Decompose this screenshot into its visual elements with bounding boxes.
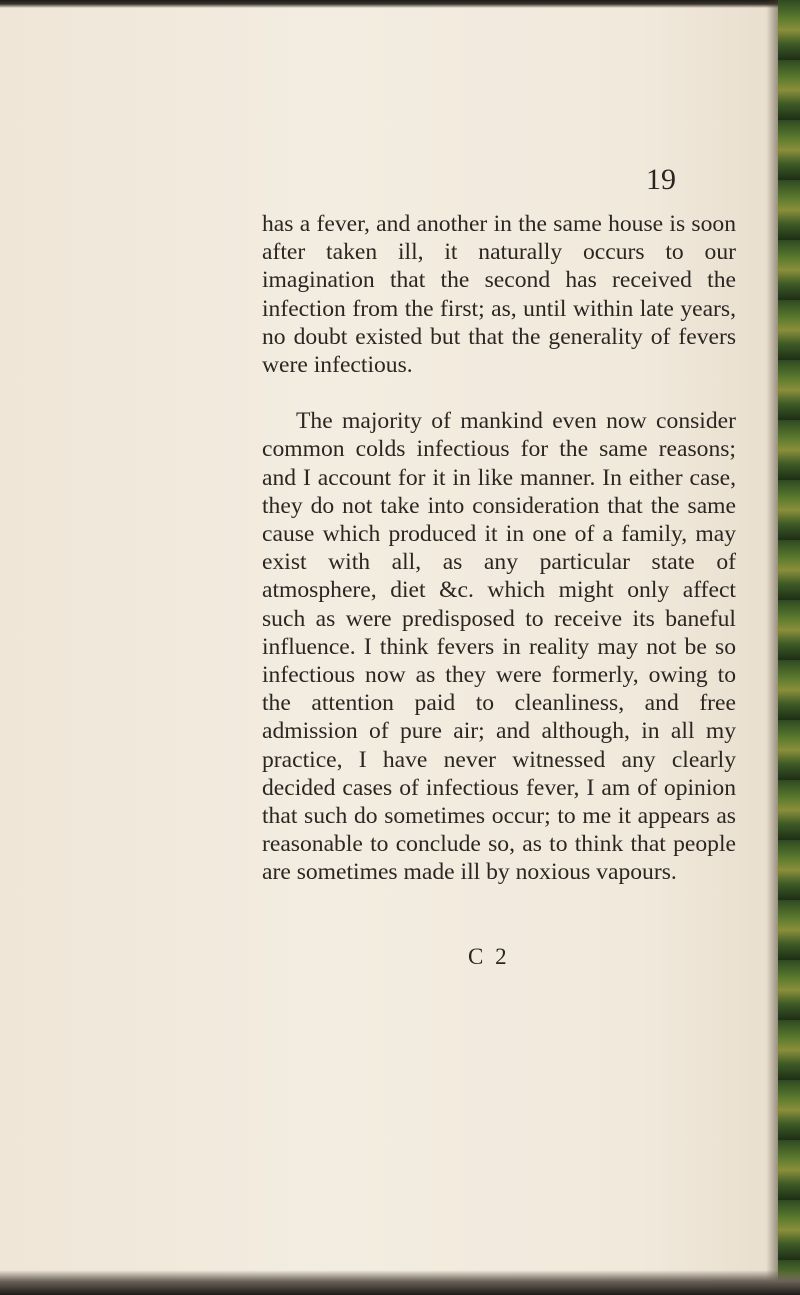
page-top-edge — [0, 0, 800, 8]
book-spine — [778, 0, 800, 1295]
signature-mark: C 2 — [468, 944, 510, 969]
paragraph-2: The majority of mankind even now consider common colds infectious for the same reasons; and I account for it in like manner. In either case, they do not take into consideration that the same cause which produced it in one of a family, may exist with all, as any particular state of atmosphere, diet &c. which might only affect such as were predisposed to receive its baneful influence. I think fevers in reality may not be so infectious now as they were formerly, owing to the attention paid to cleanliness, and free admission of pure air; and although, in all my practice, I have never witnessed any clearly decided cases of infectious fever, I am of opinion that such do sometimes occur; to me it appears as reasonable to conclude so, as to think that people are sometimes made ill by noxious vapours. — [262, 408, 736, 886]
page-bottom-edge — [0, 1270, 800, 1295]
page-body-text — [262, 210, 736, 887]
page-number: 19 — [646, 163, 676, 196]
paragraph-1: has a fever, and another in the same house is soon after taken ill, it naturally occurs to our imagination that the second has received the infection from the first; as, until within late years, no doubt existed but that the generality of fevers were infectious. — [262, 211, 736, 379]
